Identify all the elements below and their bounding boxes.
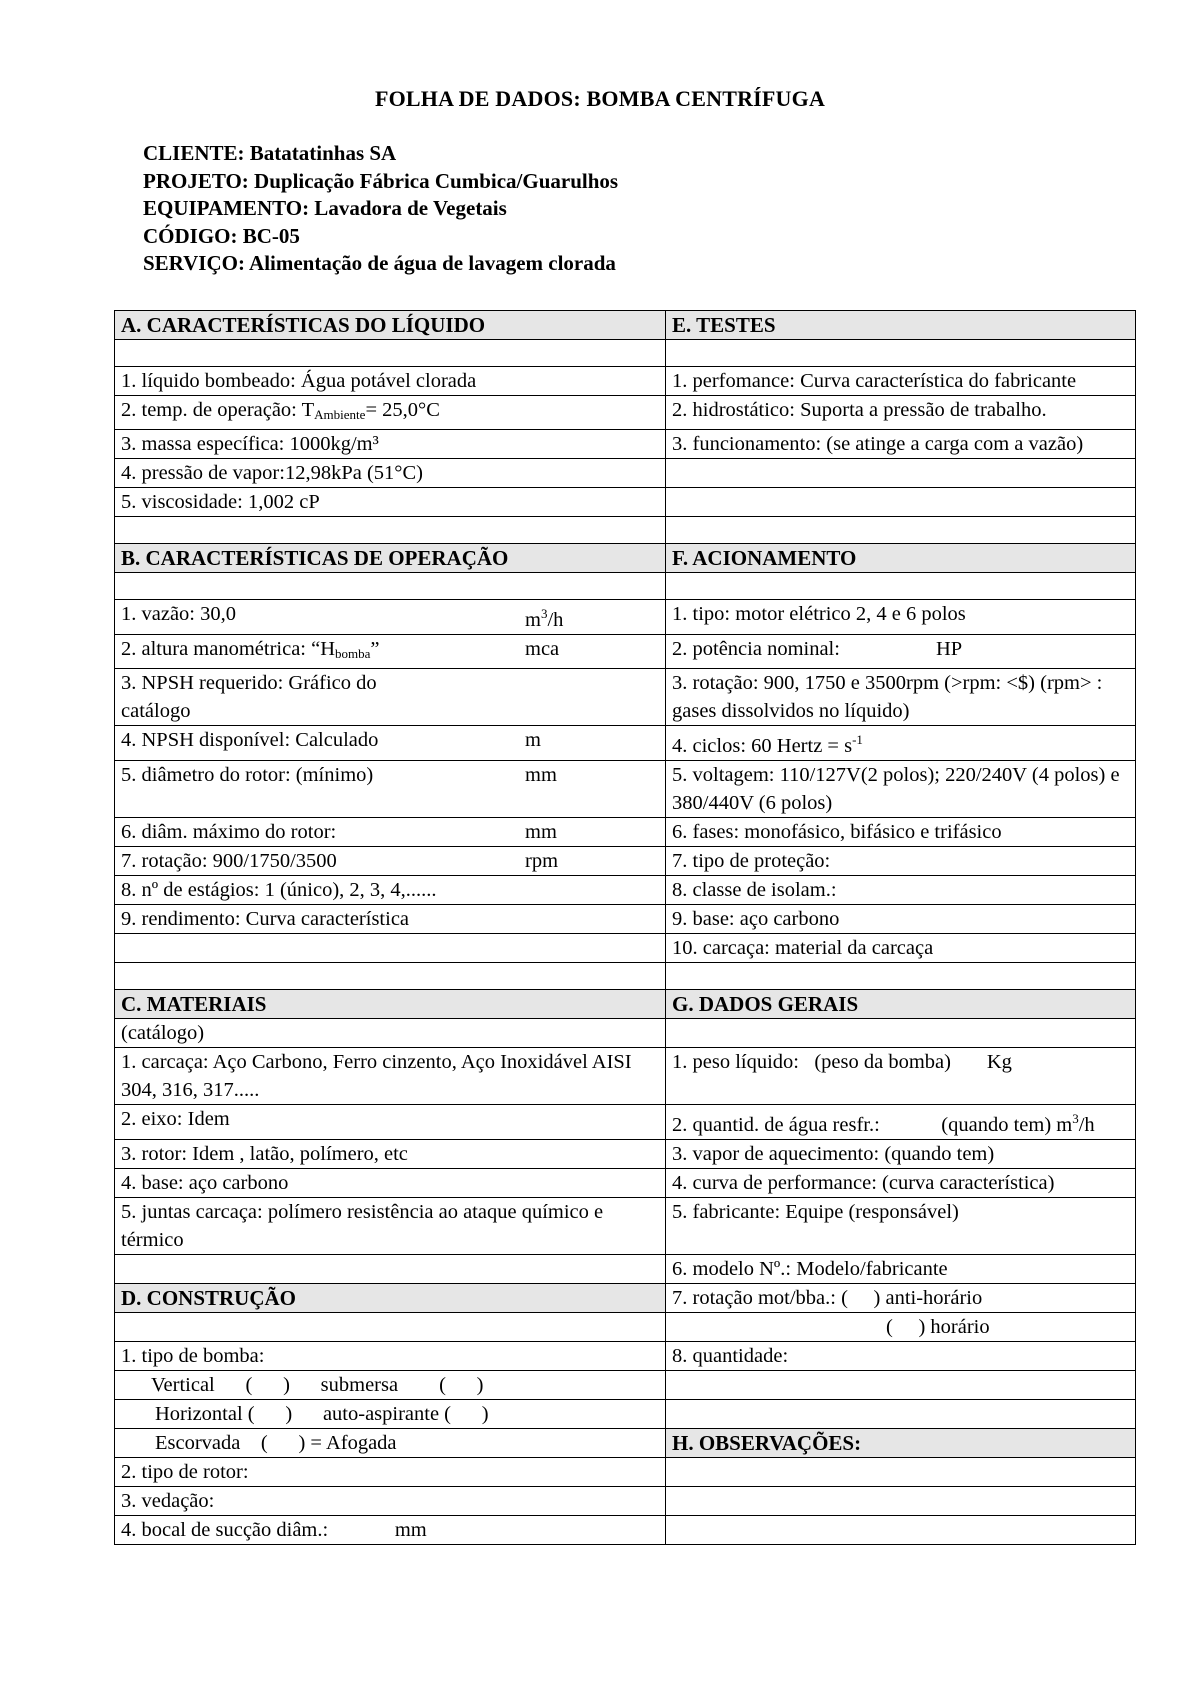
data-sheet-table	[114, 310, 1136, 1545]
section-e-header: E. TESTES	[666, 311, 1136, 340]
casing-material: 1. carcaça: Aço Carbono, Ferro cinzento, Aço Inoxidável AISI 304, 316, 317.....	[115, 1048, 666, 1105]
npsh-available: 4. NPSH disponível: Calculado m	[115, 726, 666, 761]
base-material: 4. base: aço carbono	[115, 1169, 666, 1198]
section-f-header: F. ACIONAMENTO	[666, 544, 1136, 573]
table-row	[115, 340, 1136, 367]
protection-type: 7. tipo de proteção:	[666, 847, 1136, 876]
catalog-note: (catálogo)	[115, 1019, 666, 1048]
table-row	[115, 459, 1136, 488]
table-row	[115, 1284, 1136, 1313]
rotor-type: 2. tipo de rotor:	[115, 1458, 666, 1487]
section-d-header: D. CONSTRUÇÃO	[115, 1284, 666, 1313]
pump-type-primed: Escorvada ( ) = Afogada	[115, 1429, 666, 1458]
table-row	[115, 761, 1136, 818]
table-row	[115, 1313, 1136, 1342]
table-row	[115, 430, 1136, 459]
net-weight: 1. peso líquido: (peso da bomba) Kg	[666, 1048, 1136, 1105]
table-row	[115, 517, 1136, 544]
cooling-water: 2. quantid. de água resfr.: (quando tem) $m^3/h$	[666, 1105, 1136, 1140]
table-row	[115, 1019, 1136, 1048]
sealing: 3. vedação:	[115, 1487, 666, 1516]
insulation-class: 8. classe de isolam.:	[666, 876, 1136, 905]
manometric-head: 2. altura manométrica: “$H_{bomba}$” mca	[115, 635, 666, 669]
table-row	[115, 1048, 1136, 1105]
document-title: FOLHA DE DADOS: BOMBA CENTRÍFUGA	[374, 86, 826, 111]
table-row	[115, 396, 1136, 430]
model-number: 6. modelo Nº.: Modelo/fabricante	[666, 1255, 1136, 1284]
drive-rotation: 3. rotação: 900, 1750 e 3500rpm (>rpm: <$) (rpm> : gases dissolvidos no líquido)	[666, 669, 1136, 726]
table-row	[115, 1487, 1136, 1516]
table-row	[115, 1169, 1136, 1198]
table-row	[115, 1371, 1136, 1400]
suction-nozzle: 4. bocal de sucção diâm.: mm	[115, 1516, 666, 1545]
shaft-material: 2. eixo: Idem	[115, 1105, 666, 1140]
specific-mass: 3. massa específica: 1000kg/m³	[115, 430, 666, 459]
casing-gaskets: 5. juntas carcaça: polímero resistência ao ataque químico e térmico	[115, 1198, 666, 1255]
table-row	[115, 847, 1136, 876]
liquid-pumped: 1. líquido bombeado: Água potável clorada	[115, 367, 666, 396]
manufacturer: 5. fabricante: Equipe (responsável)	[666, 1198, 1136, 1255]
rotor-diameter-min: 5. diâmetro do rotor: (mínimo) mm	[115, 761, 666, 818]
npsh-required: 3. NPSH requerido: Gráfico do catálogo	[115, 669, 666, 726]
viscosity: 5. viscosidade: 1,002 cP	[115, 488, 666, 517]
table-row	[115, 1342, 1136, 1371]
table-row	[115, 1400, 1136, 1429]
vapor-pressure: 4. pressão de vapor:12,98kPa (51°C)	[115, 459, 666, 488]
table-row	[115, 1255, 1136, 1284]
table-row	[115, 544, 1136, 573]
voltage: 5. voltagem: 110/127V(2 polos); 220/240V (4 polos) e 380/440V (6 polos)	[666, 761, 1136, 818]
table-row	[115, 1105, 1136, 1140]
cycles: 4. ciclos: 60 Hertz = $s^{-1}$	[666, 726, 1136, 761]
section-g-header: G. DADOS GERAIS	[666, 990, 1136, 1019]
efficiency: 9. rendimento: Curva característica	[115, 905, 666, 934]
table-row	[115, 934, 1136, 963]
hydrostatic-test: 2. hidrostático: Suporta a pressão de trabalho.	[666, 396, 1136, 430]
pump-rotation: 7. rotação: 900/1750/3500 rpm	[115, 847, 666, 876]
equipment-line: EQUIPAMENTO: Lavadora de Vegetais	[143, 196, 507, 220]
section-b-header: B. CARACTERÍSTICAS DE OPERAÇÃO	[115, 544, 666, 573]
performance-curve: 4. curva de performance: (curva característica)	[666, 1169, 1136, 1198]
table-row	[115, 600, 1136, 635]
rotor-material: 3. rotor: Idem , latão, polímero, etc	[115, 1140, 666, 1169]
rotor-diameter-max: 6. diâm. máximo do rotor: mm	[115, 818, 666, 847]
table-row	[115, 1140, 1136, 1169]
drive-base: 9. base: aço carbono	[666, 905, 1136, 934]
client-line: CLIENTE: Batatatinhas SA	[143, 141, 397, 165]
table-row	[115, 905, 1136, 934]
table-row	[115, 1429, 1136, 1458]
table-row	[115, 1516, 1136, 1545]
quantity: 8. quantidade:	[666, 1342, 1136, 1371]
table-row	[115, 635, 1136, 669]
project-line: PROJETO: Duplicação Fábrica Cumbica/Guarulhos	[143, 168, 619, 193]
rotation-direction: 7. rotação mot/bba.: ( ) anti-horário	[666, 1284, 1136, 1313]
table-row	[115, 1198, 1136, 1255]
section-a-header: A. CARACTERÍSTICAS DO LÍQUIDO	[115, 311, 666, 340]
drive-housing: 10. carcaça: material da carcaça	[666, 934, 1136, 963]
table-row	[115, 311, 1136, 340]
code-line: CÓDIGO: BC-05	[143, 223, 300, 248]
phases: 6. fases: monofásico, bifásico e trifásico	[666, 818, 1136, 847]
pump-type-vertical: Vertical ( ) submersa ( )	[115, 1371, 666, 1400]
table-row	[115, 1458, 1136, 1487]
table-row	[115, 573, 1136, 600]
table-row	[115, 990, 1136, 1019]
service-line: SERVIÇO: Alimentação de água de lavagem clorada	[143, 251, 616, 275]
performance-test: 1. perfomance: Curva característica do fabricante	[666, 367, 1136, 396]
operating-temperature: 2. temp. de operação: $T_{Ambiente}= 25,0^\circ C$	[115, 396, 666, 430]
heating-steam: 3. vapor de aquecimento: (quando tem)	[666, 1140, 1136, 1169]
table-row	[115, 488, 1136, 517]
functioning-test: 3. funcionamento: (se atinge a carga com a vazão)	[666, 430, 1136, 459]
flow-rate: 1. vazão: 30,0 $m^3/h$	[115, 600, 666, 635]
header-block	[143, 140, 618, 278]
table-row	[115, 726, 1136, 761]
table-row	[115, 876, 1136, 905]
nominal-power: 2. potência nominal: HP	[666, 635, 1136, 669]
table-row	[115, 367, 1136, 396]
pump-type: 1. tipo de bomba:	[115, 1342, 666, 1371]
pump-type-horizontal: Horizontal ( ) auto-aspirante ( )	[115, 1400, 666, 1429]
rotation-clockwise: ( ) horário	[666, 1313, 1136, 1342]
drive-type: 1. tipo: motor elétrico 2, 4 e 6 polos	[666, 600, 1136, 635]
section-c-header: C. MATERIAIS	[115, 990, 666, 1019]
table-row	[115, 963, 1136, 990]
stages: 8. nº de estágios: 1 (único), 2, 3, 4,......	[115, 876, 666, 905]
section-h-header: H. OBSERVAÇÕES:	[666, 1429, 1136, 1458]
table-row	[115, 669, 1136, 726]
table-row	[115, 818, 1136, 847]
